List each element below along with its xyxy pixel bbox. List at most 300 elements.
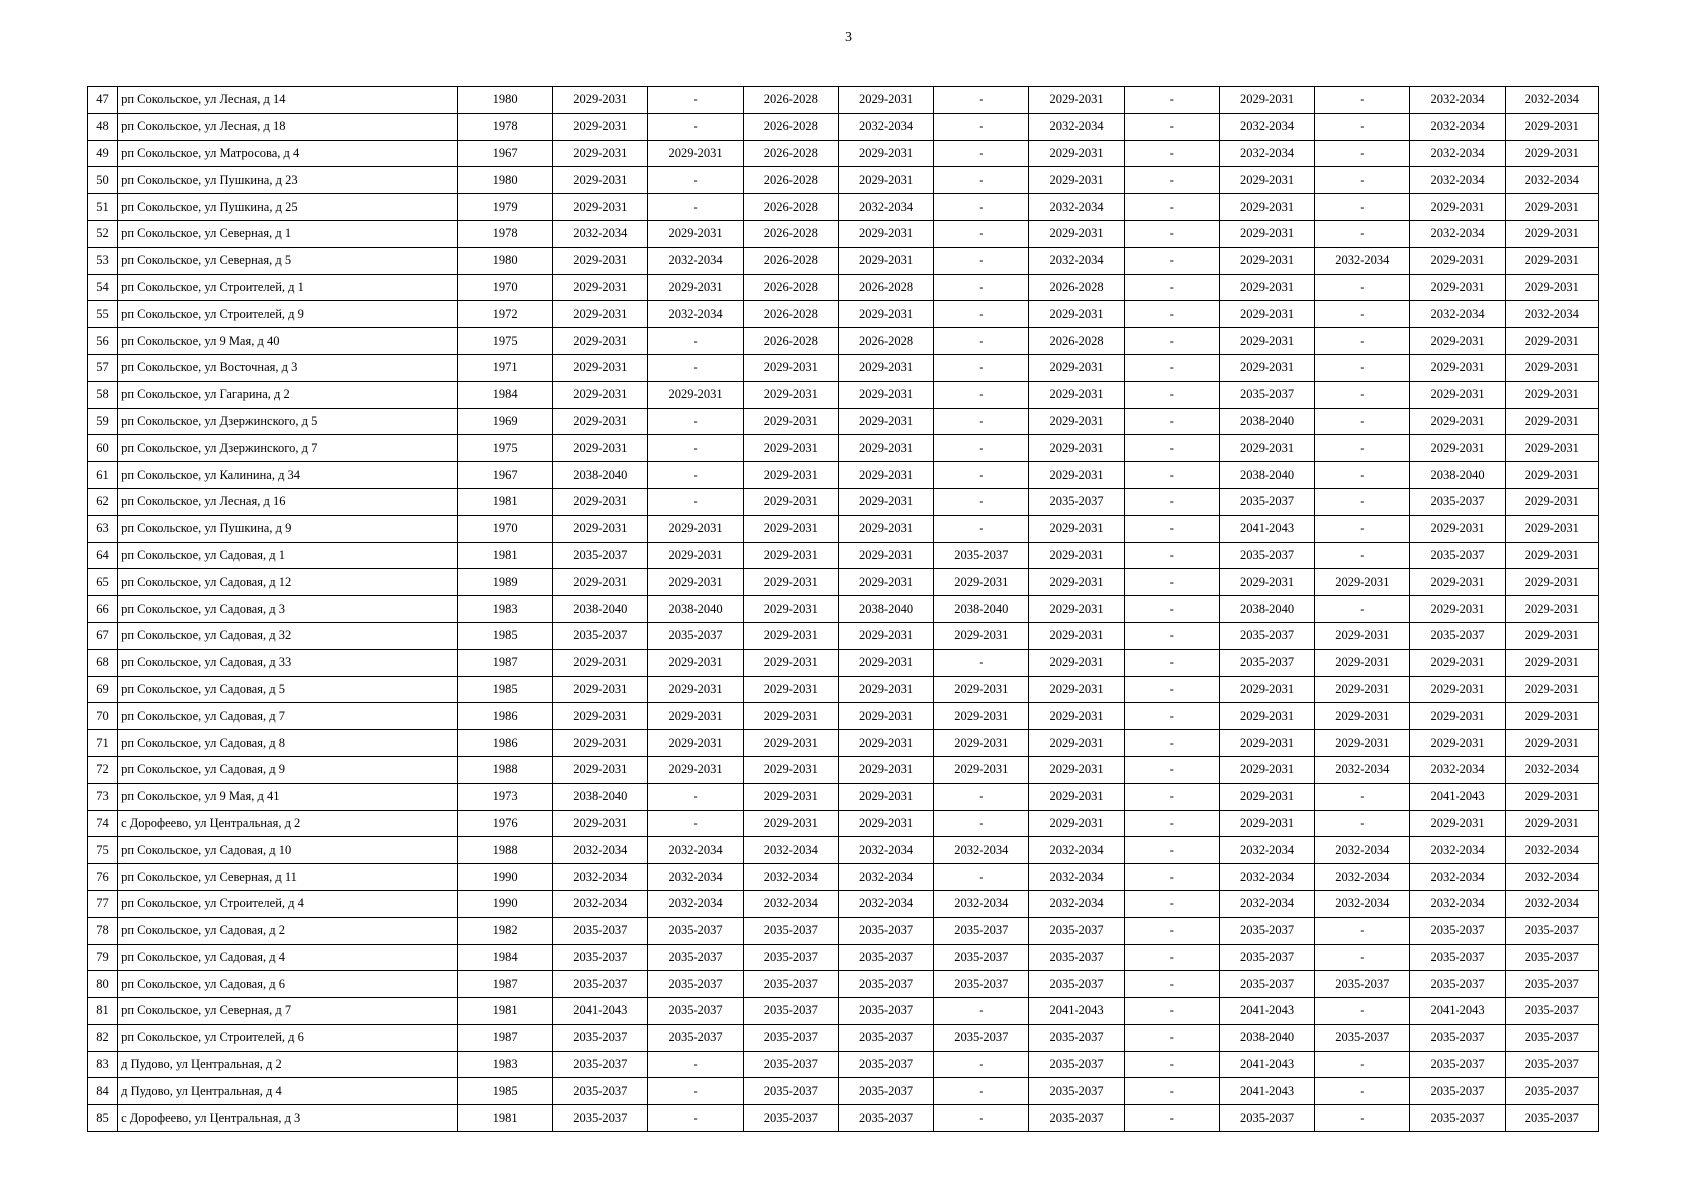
period-cell: - xyxy=(934,462,1029,489)
row-number-cell: 69 xyxy=(88,676,118,703)
period-cell: - xyxy=(1315,1051,1410,1078)
table-row xyxy=(88,488,1599,515)
period-cell: - xyxy=(1124,87,1219,114)
period-cell: - xyxy=(1315,354,1410,381)
period-cell: 2029-2031 xyxy=(1219,301,1314,328)
period-cell: 2041-2043 xyxy=(1410,783,1505,810)
period-cell: 2026-2028 xyxy=(743,167,838,194)
period-cell: - xyxy=(1315,435,1410,462)
period-cell: 2029-2031 xyxy=(553,301,648,328)
period-cell: - xyxy=(1124,703,1219,730)
row-number-cell: 54 xyxy=(88,274,118,301)
period-cell: - xyxy=(934,1105,1029,1132)
period-cell: 2026-2028 xyxy=(743,140,838,167)
period-cell: - xyxy=(648,408,743,435)
period-cell: 2029-2031 xyxy=(1410,730,1505,757)
period-cell: 2029-2031 xyxy=(1505,462,1598,489)
period-cell: 2029-2031 xyxy=(553,381,648,408)
period-cell: - xyxy=(648,194,743,221)
period-cell: 2032-2034 xyxy=(743,837,838,864)
period-cell: 2029-2031 xyxy=(743,622,838,649)
period-cell: 2029-2031 xyxy=(648,649,743,676)
period-cell: 2029-2031 xyxy=(1219,676,1314,703)
period-cell: 2029-2031 xyxy=(1505,810,1598,837)
period-cell: 2032-2034 xyxy=(1219,837,1314,864)
year-cell: 1978 xyxy=(457,113,552,140)
period-cell: 2032-2034 xyxy=(934,837,1029,864)
year-cell: 1972 xyxy=(457,301,552,328)
period-cell: 2029-2031 xyxy=(1505,247,1598,274)
period-cell: - xyxy=(1315,944,1410,971)
period-cell: 2029-2031 xyxy=(1410,676,1505,703)
year-cell: 1971 xyxy=(457,354,552,381)
period-cell: - xyxy=(1315,917,1410,944)
period-cell: - xyxy=(648,167,743,194)
period-cell: - xyxy=(934,783,1029,810)
period-cell: - xyxy=(1124,1105,1219,1132)
period-cell: 2035-2037 xyxy=(838,998,933,1025)
period-cell: - xyxy=(1315,87,1410,114)
period-cell: - xyxy=(934,408,1029,435)
period-cell: 2029-2031 xyxy=(1505,140,1598,167)
period-cell: 2035-2037 xyxy=(743,917,838,944)
year-cell: 1989 xyxy=(457,569,552,596)
period-cell: 2029-2031 xyxy=(1410,274,1505,301)
period-cell: 2041-2043 xyxy=(1219,515,1314,542)
period-cell: - xyxy=(1124,944,1219,971)
period-cell: - xyxy=(648,435,743,462)
period-cell: 2032-2034 xyxy=(838,837,933,864)
period-cell: 2029-2031 xyxy=(1029,622,1124,649)
table-row xyxy=(88,515,1599,542)
period-cell: - xyxy=(934,381,1029,408)
period-cell: 2029-2031 xyxy=(553,354,648,381)
period-cell: 2029-2031 xyxy=(553,730,648,757)
period-cell: 2035-2037 xyxy=(1410,622,1505,649)
row-number-cell: 47 xyxy=(88,87,118,114)
period-cell: 2029-2031 xyxy=(1219,730,1314,757)
period-cell: 2035-2037 xyxy=(743,971,838,998)
period-cell: 2029-2031 xyxy=(553,488,648,515)
address-cell: рп Сокольское, ул Матросова, д 4 xyxy=(118,140,458,167)
period-cell: 2029-2031 xyxy=(1029,810,1124,837)
address-cell: рп Сокольское, ул Восточная, д 3 xyxy=(118,354,458,381)
period-cell: 2029-2031 xyxy=(648,676,743,703)
period-cell: 2035-2037 xyxy=(743,1051,838,1078)
year-cell: 1984 xyxy=(457,381,552,408)
period-cell: 2029-2031 xyxy=(553,408,648,435)
period-cell: 2032-2034 xyxy=(838,890,933,917)
period-cell: 2035-2037 xyxy=(1505,1024,1598,1051)
period-cell: 2032-2034 xyxy=(1410,864,1505,891)
period-cell: 2029-2031 xyxy=(1029,301,1124,328)
period-cell: 2035-2037 xyxy=(553,542,648,569)
period-cell: - xyxy=(1315,113,1410,140)
period-cell: 2041-2043 xyxy=(553,998,648,1025)
period-cell: 2035-2037 xyxy=(838,971,933,998)
row-number-cell: 80 xyxy=(88,971,118,998)
address-cell: рп Сокольское, ул Лесная, д 18 xyxy=(118,113,458,140)
year-cell: 1983 xyxy=(457,1051,552,1078)
period-cell: 2032-2034 xyxy=(1029,864,1124,891)
address-cell: рп Сокольское, ул Строителей, д 9 xyxy=(118,301,458,328)
table-row xyxy=(88,113,1599,140)
period-cell: - xyxy=(934,810,1029,837)
table-row xyxy=(88,944,1599,971)
period-cell: 2029-2031 xyxy=(1029,783,1124,810)
period-cell: 2026-2028 xyxy=(1029,328,1124,355)
address-cell: рп Сокольское, ул Строителей, д 6 xyxy=(118,1024,458,1051)
period-cell: 2032-2034 xyxy=(838,113,933,140)
period-cell: 2035-2037 xyxy=(1505,917,1598,944)
year-cell: 1980 xyxy=(457,87,552,114)
period-cell: 2035-2037 xyxy=(1029,971,1124,998)
period-cell: - xyxy=(934,167,1029,194)
period-cell: 2032-2034 xyxy=(1505,301,1598,328)
row-number-cell: 84 xyxy=(88,1078,118,1105)
period-cell: 2032-2034 xyxy=(1219,113,1314,140)
table-row xyxy=(88,328,1599,355)
period-cell: 2029-2031 xyxy=(1029,730,1124,757)
period-cell: 2029-2031 xyxy=(1029,596,1124,623)
period-cell: - xyxy=(1124,649,1219,676)
address-cell: рп Сокольское, ул Северная, д 11 xyxy=(118,864,458,891)
period-cell: 2032-2034 xyxy=(1505,837,1598,864)
period-cell: 2029-2031 xyxy=(1029,676,1124,703)
period-cell: 2029-2031 xyxy=(1219,569,1314,596)
period-cell: 2038-2040 xyxy=(1219,1024,1314,1051)
period-cell: 2035-2037 xyxy=(1505,1078,1598,1105)
period-cell: 2032-2034 xyxy=(1219,864,1314,891)
period-cell: 2035-2037 xyxy=(934,944,1029,971)
period-cell: 2029-2031 xyxy=(934,756,1029,783)
period-cell: - xyxy=(934,87,1029,114)
period-cell: 2032-2034 xyxy=(648,301,743,328)
period-cell: 2029-2031 xyxy=(838,810,933,837)
period-cell: 2029-2031 xyxy=(1219,328,1314,355)
row-number-cell: 68 xyxy=(88,649,118,676)
period-cell: 2026-2028 xyxy=(743,247,838,274)
period-cell: 2029-2031 xyxy=(838,649,933,676)
table-row xyxy=(88,730,1599,757)
period-cell: 2032-2034 xyxy=(1410,756,1505,783)
period-cell: 2029-2031 xyxy=(743,408,838,435)
period-cell: 2029-2031 xyxy=(1029,408,1124,435)
period-cell: 2032-2034 xyxy=(743,890,838,917)
period-cell: - xyxy=(934,113,1029,140)
period-cell: - xyxy=(1124,408,1219,435)
period-cell: 2029-2031 xyxy=(1505,622,1598,649)
period-cell: 2032-2034 xyxy=(1410,220,1505,247)
table-row xyxy=(88,596,1599,623)
address-cell: рп Сокольское, ул Садовая, д 1 xyxy=(118,542,458,569)
period-cell: 2032-2034 xyxy=(1410,87,1505,114)
period-cell: 2035-2037 xyxy=(1029,917,1124,944)
period-cell: - xyxy=(648,1051,743,1078)
period-cell: 2029-2031 xyxy=(1315,676,1410,703)
period-cell: - xyxy=(1124,917,1219,944)
period-cell: - xyxy=(648,462,743,489)
period-cell: 2029-2031 xyxy=(1505,488,1598,515)
period-cell: 2029-2031 xyxy=(1029,140,1124,167)
year-cell: 1987 xyxy=(457,1024,552,1051)
period-cell: 2029-2031 xyxy=(553,87,648,114)
year-cell: 1975 xyxy=(457,328,552,355)
period-cell: 2032-2034 xyxy=(1029,890,1124,917)
period-cell: 2035-2037 xyxy=(1505,1051,1598,1078)
address-cell: рп Сокольское, ул Северная, д 5 xyxy=(118,247,458,274)
address-cell: рп Сокольское, ул Садовая, д 5 xyxy=(118,676,458,703)
period-cell: - xyxy=(648,1105,743,1132)
period-cell: 2041-2043 xyxy=(1219,998,1314,1025)
period-cell: 2026-2028 xyxy=(743,301,838,328)
period-cell: 2029-2031 xyxy=(1410,596,1505,623)
year-cell: 1967 xyxy=(457,462,552,489)
period-cell: 2035-2037 xyxy=(553,917,648,944)
period-cell: 2029-2031 xyxy=(838,408,933,435)
period-cell: 2029-2031 xyxy=(553,140,648,167)
period-cell: 2029-2031 xyxy=(1505,515,1598,542)
period-cell: 2038-2040 xyxy=(1410,462,1505,489)
period-cell: 2029-2031 xyxy=(1029,703,1124,730)
period-cell: - xyxy=(1124,167,1219,194)
period-cell: 2035-2037 xyxy=(934,971,1029,998)
period-cell: 2029-2031 xyxy=(838,220,933,247)
table-row xyxy=(88,301,1599,328)
row-number-cell: 74 xyxy=(88,810,118,837)
period-cell: - xyxy=(1124,113,1219,140)
table-row xyxy=(88,837,1599,864)
period-cell: 2038-2040 xyxy=(648,596,743,623)
period-cell: 2029-2031 xyxy=(1505,113,1598,140)
period-cell: - xyxy=(1124,810,1219,837)
period-cell: 2035-2037 xyxy=(1410,1078,1505,1105)
period-cell: 2032-2034 xyxy=(1410,113,1505,140)
period-cell: 2029-2031 xyxy=(1029,381,1124,408)
period-cell: - xyxy=(1124,435,1219,462)
period-cell: 2035-2037 xyxy=(1219,1105,1314,1132)
period-cell: 2035-2037 xyxy=(648,917,743,944)
period-cell: 2035-2037 xyxy=(1505,971,1598,998)
period-cell: 2032-2034 xyxy=(1505,167,1598,194)
table-row xyxy=(88,890,1599,917)
period-cell: 2035-2037 xyxy=(648,998,743,1025)
period-cell: 2029-2031 xyxy=(1029,515,1124,542)
period-cell: - xyxy=(1124,1051,1219,1078)
period-cell: 2026-2028 xyxy=(743,328,838,355)
page-number: 3 xyxy=(845,30,852,45)
period-cell: 2029-2031 xyxy=(648,515,743,542)
period-cell: 2029-2031 xyxy=(648,381,743,408)
period-cell: 2029-2031 xyxy=(1315,703,1410,730)
period-cell: 2029-2031 xyxy=(1410,328,1505,355)
year-cell: 1981 xyxy=(457,1105,552,1132)
period-cell: 2035-2037 xyxy=(1410,488,1505,515)
year-cell: 1990 xyxy=(457,864,552,891)
row-number-cell: 78 xyxy=(88,917,118,944)
period-cell: 2029-2031 xyxy=(553,194,648,221)
period-cell: - xyxy=(1315,998,1410,1025)
address-cell: рп Сокольское, ул Садовая, д 2 xyxy=(118,917,458,944)
year-cell: 1980 xyxy=(457,247,552,274)
table-row xyxy=(88,247,1599,274)
year-cell: 1981 xyxy=(457,998,552,1025)
period-cell: - xyxy=(648,354,743,381)
period-cell: - xyxy=(1315,274,1410,301)
period-cell: - xyxy=(934,274,1029,301)
period-cell: 2032-2034 xyxy=(1219,890,1314,917)
address-cell: с Дорофеево, ул Центральная, д 2 xyxy=(118,810,458,837)
period-cell: - xyxy=(1315,140,1410,167)
year-cell: 1979 xyxy=(457,194,552,221)
period-cell: 2032-2034 xyxy=(1410,167,1505,194)
period-cell: 2029-2031 xyxy=(838,730,933,757)
period-cell: 2029-2031 xyxy=(1219,87,1314,114)
row-number-cell: 60 xyxy=(88,435,118,462)
year-cell: 1975 xyxy=(457,435,552,462)
period-cell: 2035-2037 xyxy=(553,1051,648,1078)
period-cell: 2032-2034 xyxy=(1029,837,1124,864)
address-cell: рп Сокольское, ул Дзержинского, д 5 xyxy=(118,408,458,435)
period-cell: 2035-2037 xyxy=(1410,1105,1505,1132)
address-cell: рп Сокольское, ул Садовая, д 3 xyxy=(118,596,458,623)
period-cell: 2029-2031 xyxy=(934,703,1029,730)
period-cell: 2029-2031 xyxy=(838,140,933,167)
row-number-cell: 83 xyxy=(88,1051,118,1078)
address-cell: рп Сокольское, ул Садовая, д 9 xyxy=(118,756,458,783)
address-cell: рп Сокольское, ул Северная, д 1 xyxy=(118,220,458,247)
period-cell: 2035-2037 xyxy=(1029,1078,1124,1105)
period-cell: 2035-2037 xyxy=(838,917,933,944)
period-cell: 2038-2040 xyxy=(1219,596,1314,623)
year-cell: 1990 xyxy=(457,890,552,917)
row-number-cell: 53 xyxy=(88,247,118,274)
period-cell: - xyxy=(1124,998,1219,1025)
row-number-cell: 70 xyxy=(88,703,118,730)
year-cell: 1985 xyxy=(457,622,552,649)
table-body xyxy=(88,87,1599,1132)
period-cell: 2029-2031 xyxy=(1505,274,1598,301)
period-cell: 2029-2031 xyxy=(1029,354,1124,381)
period-cell: - xyxy=(1124,328,1219,355)
period-cell: 2029-2031 xyxy=(648,756,743,783)
table-row xyxy=(88,1105,1599,1132)
period-cell: 2032-2034 xyxy=(1505,756,1598,783)
year-cell: 1970 xyxy=(457,515,552,542)
period-cell: 2035-2037 xyxy=(1505,944,1598,971)
period-cell: 2029-2031 xyxy=(743,649,838,676)
period-cell: 2038-2040 xyxy=(1219,462,1314,489)
period-cell: 2035-2037 xyxy=(934,917,1029,944)
period-cell: - xyxy=(648,87,743,114)
period-cell: 2032-2034 xyxy=(1219,140,1314,167)
year-cell: 1978 xyxy=(457,220,552,247)
period-cell: 2035-2037 xyxy=(1219,488,1314,515)
period-cell: 2026-2028 xyxy=(1029,274,1124,301)
period-cell: 2029-2031 xyxy=(1410,354,1505,381)
table-row xyxy=(88,569,1599,596)
period-cell: 2029-2031 xyxy=(1505,194,1598,221)
period-cell: - xyxy=(1124,220,1219,247)
period-cell: 2029-2031 xyxy=(1410,194,1505,221)
period-cell: 2029-2031 xyxy=(1505,542,1598,569)
period-cell: - xyxy=(1124,515,1219,542)
period-cell: 2029-2031 xyxy=(1029,462,1124,489)
period-cell: 2035-2037 xyxy=(553,971,648,998)
period-cell: 2032-2034 xyxy=(1029,247,1124,274)
table-row xyxy=(88,408,1599,435)
period-cell: 2032-2034 xyxy=(648,890,743,917)
period-cell: 2026-2028 xyxy=(743,113,838,140)
schedule-table xyxy=(87,86,1599,1132)
period-cell: 2029-2031 xyxy=(648,730,743,757)
period-cell: 2038-2040 xyxy=(553,596,648,623)
period-cell: - xyxy=(1124,1078,1219,1105)
period-cell: 2035-2037 xyxy=(648,622,743,649)
period-cell: 2035-2037 xyxy=(1410,1024,1505,1051)
period-cell: - xyxy=(1124,890,1219,917)
period-cell: 2035-2037 xyxy=(1029,488,1124,515)
period-cell: 2035-2037 xyxy=(934,542,1029,569)
year-cell: 1973 xyxy=(457,783,552,810)
period-cell: 2029-2031 xyxy=(553,113,648,140)
period-cell: 2029-2031 xyxy=(1315,569,1410,596)
period-cell: - xyxy=(1315,194,1410,221)
row-number-cell: 56 xyxy=(88,328,118,355)
address-cell: рп Сокольское, ул Строителей, д 4 xyxy=(118,890,458,917)
address-cell: рп Сокольское, ул 9 Мая, д 40 xyxy=(118,328,458,355)
table-row xyxy=(88,649,1599,676)
period-cell: 2041-2043 xyxy=(1219,1051,1314,1078)
row-number-cell: 55 xyxy=(88,301,118,328)
table-row xyxy=(88,87,1599,114)
period-cell: - xyxy=(1124,462,1219,489)
period-cell: 2035-2037 xyxy=(1410,944,1505,971)
period-cell: - xyxy=(934,998,1029,1025)
period-cell: 2029-2031 xyxy=(1505,408,1598,435)
period-cell: 2029-2031 xyxy=(648,274,743,301)
period-cell: 2026-2028 xyxy=(743,220,838,247)
period-cell: - xyxy=(1315,220,1410,247)
period-cell: - xyxy=(1315,328,1410,355)
period-cell: - xyxy=(934,515,1029,542)
period-cell: - xyxy=(648,1078,743,1105)
period-cell: 2029-2031 xyxy=(1029,569,1124,596)
period-cell: - xyxy=(934,194,1029,221)
period-cell: 2029-2031 xyxy=(1315,622,1410,649)
row-number-cell: 85 xyxy=(88,1105,118,1132)
table-row xyxy=(88,167,1599,194)
period-cell: - xyxy=(1315,462,1410,489)
period-cell: 2032-2034 xyxy=(1315,756,1410,783)
period-cell: 2038-2040 xyxy=(934,596,1029,623)
period-cell: 2035-2037 xyxy=(553,1078,648,1105)
table-row xyxy=(88,917,1599,944)
period-cell: 2029-2031 xyxy=(648,220,743,247)
period-cell: 2029-2031 xyxy=(838,462,933,489)
address-cell: рп Сокольское, ул Садовая, д 32 xyxy=(118,622,458,649)
period-cell: - xyxy=(1124,864,1219,891)
table-row xyxy=(88,354,1599,381)
table-row xyxy=(88,542,1599,569)
period-cell: 2029-2031 xyxy=(1219,247,1314,274)
period-cell: 2035-2037 xyxy=(1219,944,1314,971)
period-cell: - xyxy=(934,649,1029,676)
address-cell: рп Сокольское, ул Садовая, д 8 xyxy=(118,730,458,757)
table-row xyxy=(88,622,1599,649)
period-cell: 2029-2031 xyxy=(838,756,933,783)
period-cell: - xyxy=(1124,194,1219,221)
